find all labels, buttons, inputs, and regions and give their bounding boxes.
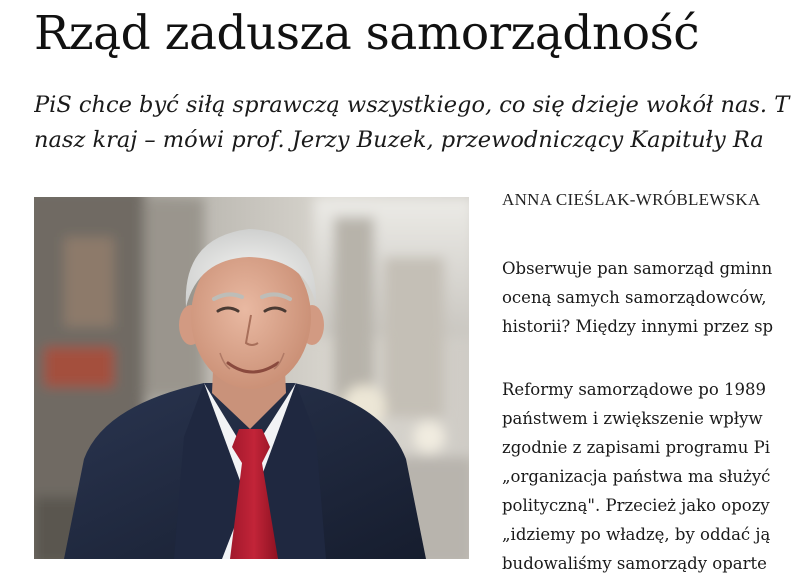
- paragraph-line: oceną samych samorządowców,: [502, 288, 767, 307]
- paragraph-line: „idziemy po władzę, by oddać ją: [502, 525, 771, 544]
- paragraph-line: państwem i zwiększenie wpływ: [502, 409, 763, 428]
- paragraph-line: budowaliśmy samorządy oparte: [502, 554, 767, 573]
- paragraph-line: polityczną". Przecież jako opozy: [502, 496, 770, 515]
- paragraph-line: Obserwuje pan samorząd gminn: [502, 259, 773, 278]
- lead-line: PiS chce być siłą sprawczą wszystkiego, co się dzieje wokół nas. T: [34, 92, 790, 118]
- article-photo: [34, 197, 469, 559]
- paragraph-line: Reformy samorządowe po 1989: [502, 380, 766, 399]
- paragraph-line: historii? Między innymi przez sp: [502, 317, 774, 336]
- article-lead: [34, 88, 800, 158]
- paragraph-line: zgodnie z zapisami programu Pi: [502, 438, 771, 457]
- article-author: ANNA CIEŚLAK-WRÓBLEWSKA: [502, 190, 761, 209]
- paragraph-line: „organizacja państwa ma służyć: [502, 467, 771, 486]
- lead-line: nasz kraj – mówi prof. Jerzy Buzek, przewodniczący Kapituły Ra: [34, 127, 764, 153]
- article-paragraph: [502, 254, 800, 341]
- article-headline: Rząd zadusza samorządność: [34, 6, 700, 61]
- article-paragraph: [502, 375, 800, 578]
